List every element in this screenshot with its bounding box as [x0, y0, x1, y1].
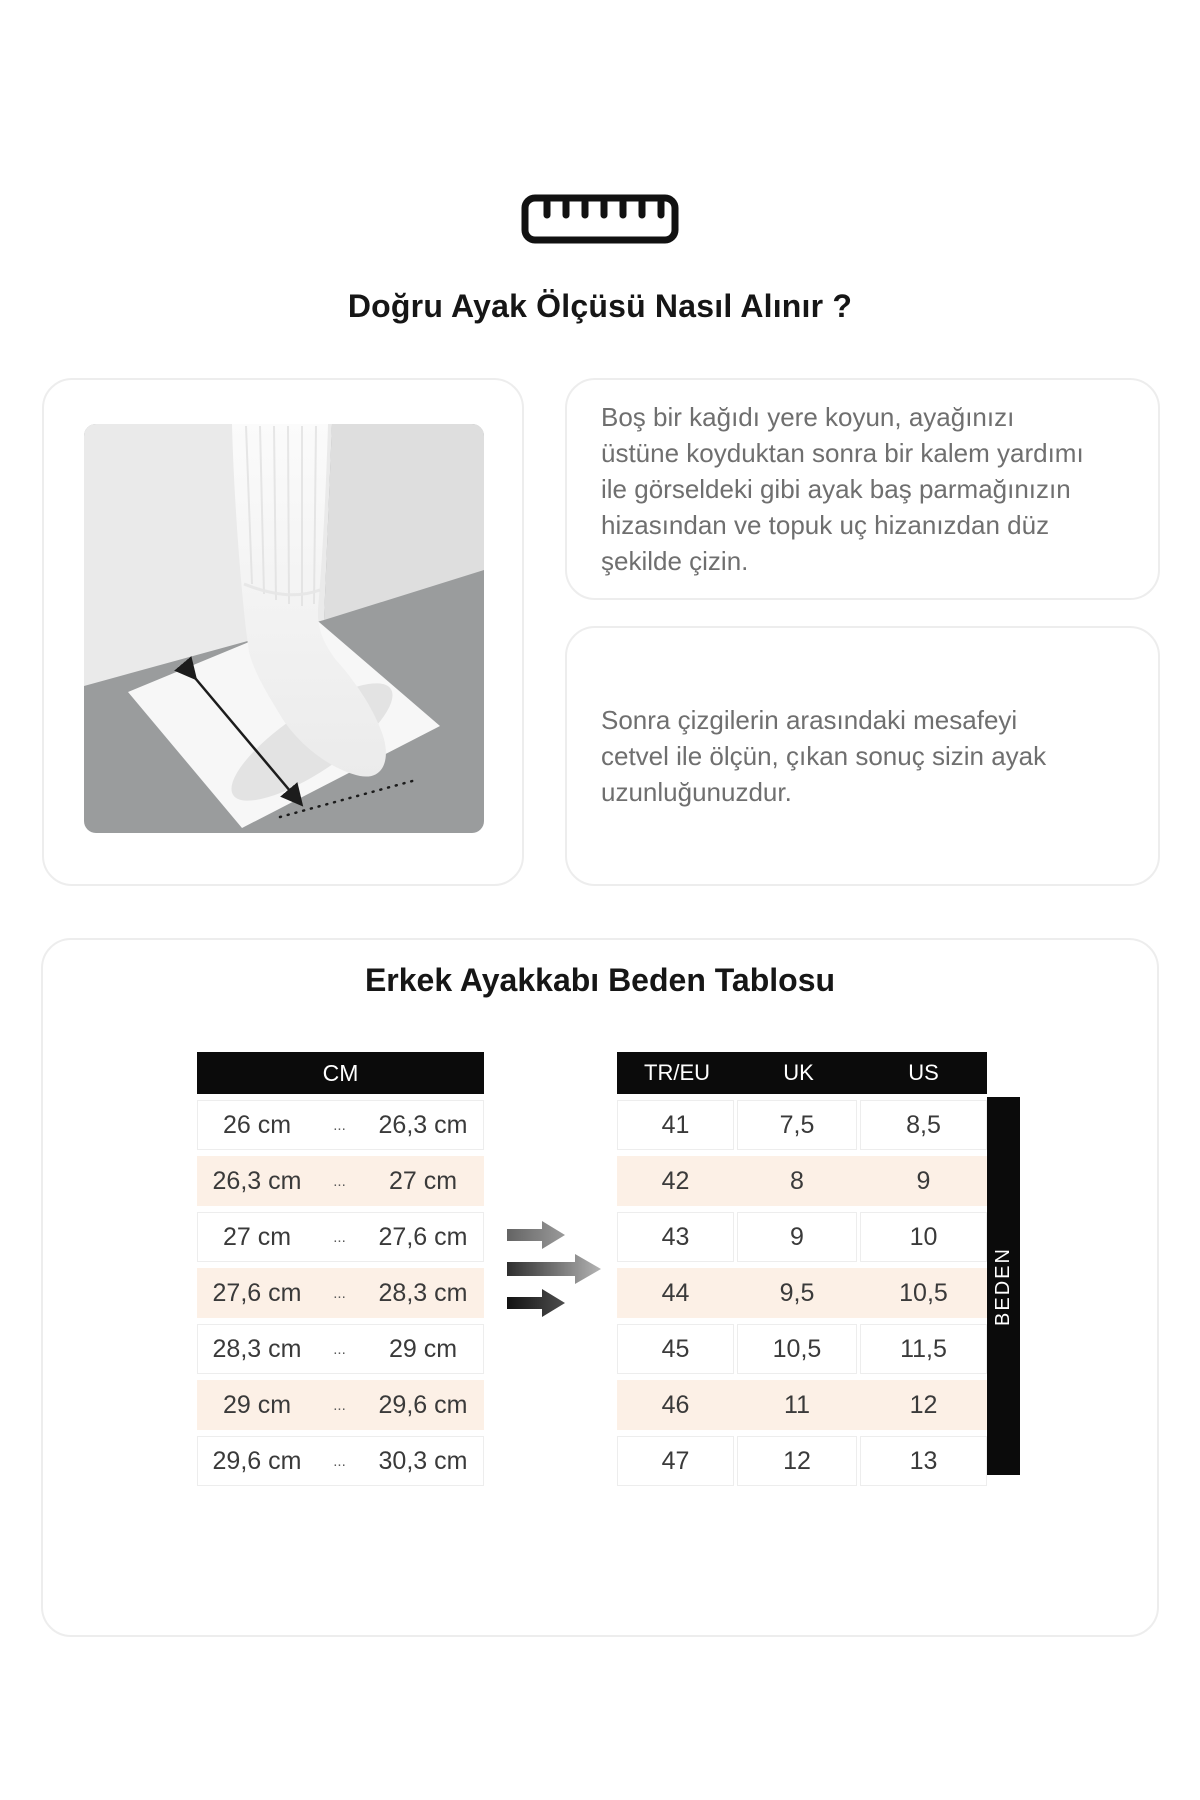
cm-range-row	[197, 1436, 484, 1486]
range-separator: ...	[333, 1340, 346, 1358]
instruction-card-2	[565, 626, 1160, 886]
range-separator: ...	[333, 1284, 346, 1302]
cm-range-row	[197, 1324, 484, 1374]
size-row	[617, 1100, 987, 1150]
header-us: US	[908, 1060, 939, 1085]
uk-size-value: 12	[737, 1436, 857, 1486]
us-size-value: 10	[860, 1212, 987, 1262]
cm-from-value: 29,6 cm	[212, 1446, 302, 1475]
cm-from-value: 27 cm	[222, 1222, 292, 1251]
us-size-value: 9	[860, 1156, 987, 1206]
us-size-value: 12	[860, 1380, 987, 1430]
cm-to-value: 26,3 cm	[378, 1110, 468, 1139]
cm-to-value: 28,3 cm	[378, 1278, 468, 1307]
beden-side-bar	[987, 1097, 1020, 1475]
cm-range-table	[197, 1052, 484, 1486]
tr-eu-size-value: 42	[617, 1156, 734, 1206]
cm-from-value: 26,3 cm	[212, 1166, 302, 1195]
ruler-icon	[0, 193, 1200, 245]
range-separator: ...	[333, 1116, 346, 1134]
header-tr-eu: TR/EU	[644, 1060, 710, 1085]
page-title: Doğru Ayak Ölçüsü Nasıl Alınır ?	[347, 288, 853, 324]
instruction-card-1	[565, 378, 1160, 600]
shoe-size-table	[617, 1052, 987, 1486]
tr-eu-size-value: 46	[617, 1380, 734, 1430]
uk-size-value: 10,5	[737, 1324, 857, 1374]
size-row	[617, 1324, 987, 1374]
instruction-text-2: Sonra çizgilerin arasındaki mesafeyi cetvel ile ölçün, çıkan sonuç sizin ayak uzunluğunuzdur.	[601, 705, 1047, 807]
size-row	[617, 1380, 987, 1430]
us-size-value: 8,5	[860, 1100, 987, 1150]
cm-to-value: 29 cm	[388, 1334, 458, 1363]
uk-size-value: 7,5	[737, 1100, 857, 1150]
cm-from-value: 26 cm	[222, 1110, 292, 1139]
us-size-value: 11,5	[860, 1324, 987, 1374]
size-chart-card	[41, 938, 1159, 1637]
size-table-body	[617, 1100, 987, 1486]
cm-table-header	[197, 1052, 484, 1094]
cm-range-row	[197, 1100, 484, 1150]
range-separator: ...	[333, 1228, 346, 1246]
cm-from-value: 27,6 cm	[212, 1278, 302, 1307]
tr-eu-size-value: 41	[617, 1100, 734, 1150]
cm-to-value: 27 cm	[388, 1166, 458, 1195]
range-separator: ...	[333, 1452, 346, 1470]
cm-range-row	[197, 1268, 484, 1318]
cm-to-value: 27,6 cm	[378, 1222, 468, 1251]
tr-eu-size-value: 44	[617, 1268, 734, 1318]
tr-eu-size-value: 47	[617, 1436, 734, 1486]
range-separator: ...	[333, 1172, 346, 1190]
uk-size-value: 9,5	[737, 1268, 857, 1318]
uk-size-value: 8	[737, 1156, 857, 1206]
header-uk: UK	[783, 1060, 814, 1085]
cm-range-row	[197, 1156, 484, 1206]
cm-to-value: 30,3 cm	[378, 1446, 468, 1475]
range-separator: ...	[333, 1396, 346, 1414]
cm-from-value: 29 cm	[222, 1390, 292, 1419]
size-chart-title: Erkek Ayakkabı Beden Tablosu	[364, 962, 836, 998]
uk-size-value: 11	[737, 1380, 857, 1430]
cm-range-row	[197, 1212, 484, 1262]
us-size-value: 13	[860, 1436, 987, 1486]
tr-eu-size-value: 45	[617, 1324, 734, 1374]
instruction-text-1: Boş bir kağıdı yere koyun, ayağınızı üstüne koyduktan sonra bir kalem yardımı ile görseldeki gibi ayak baş parmağınızın hizasından ve topuk uç hizanızdan düz şekilde çizin.	[601, 402, 1084, 576]
cm-table-body	[197, 1100, 484, 1486]
us-size-value: 10,5	[860, 1268, 987, 1318]
measurement-photo-card	[42, 378, 524, 886]
size-row	[617, 1212, 987, 1262]
size-row	[617, 1156, 987, 1206]
cm-from-value: 28,3 cm	[212, 1334, 302, 1363]
foot-measurement-photo	[84, 424, 484, 833]
beden-label: BEDEN	[992, 1246, 1014, 1326]
cm-range-row	[197, 1380, 484, 1430]
size-row	[617, 1436, 987, 1486]
size-table-header	[617, 1052, 987, 1094]
cm-header-label: CM	[322, 1059, 359, 1086]
tr-eu-size-value: 43	[617, 1212, 734, 1262]
size-row	[617, 1268, 987, 1318]
cm-to-value: 29,6 cm	[378, 1390, 468, 1419]
conversion-arrows-icon	[507, 1218, 603, 1325]
uk-size-value: 9	[737, 1212, 857, 1262]
